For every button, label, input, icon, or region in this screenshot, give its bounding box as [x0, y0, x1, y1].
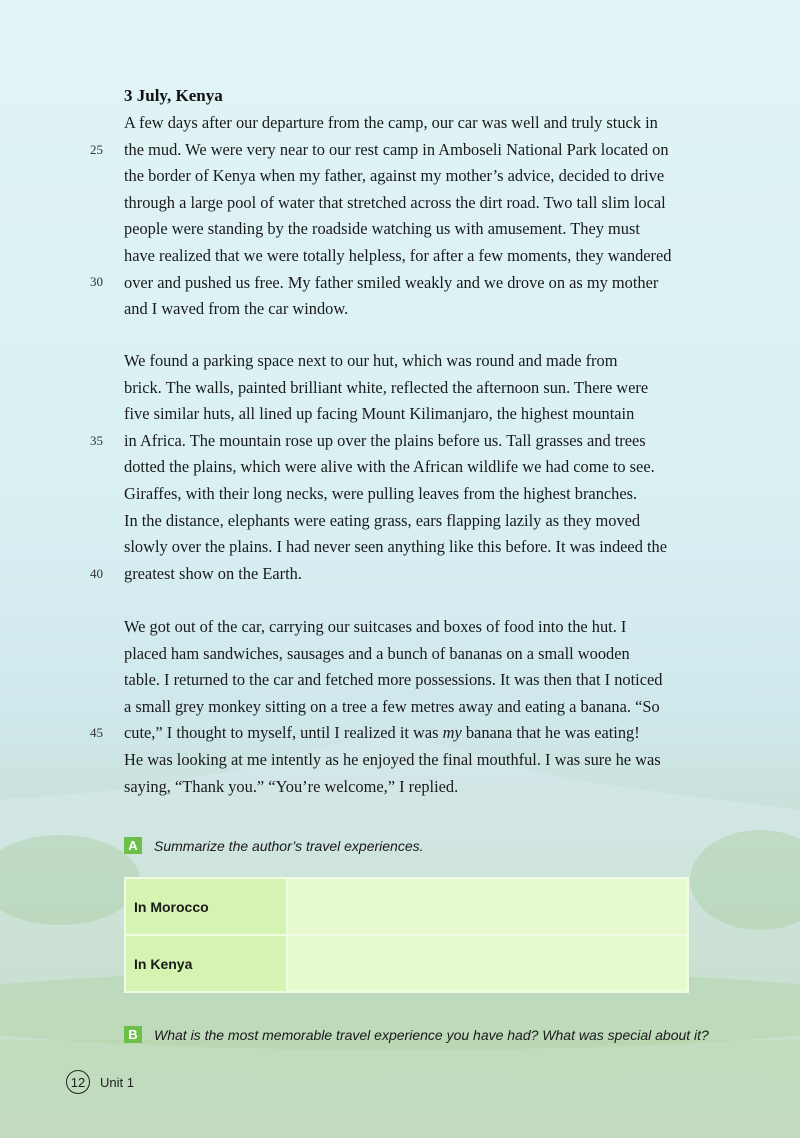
- entry-heading: 3 July, Kenya: [124, 86, 223, 105]
- row-label-morocco: In Morocco: [125, 878, 287, 935]
- text-line: have realized that we were totally helpless, for after a few moments, they wandered: [124, 245, 672, 265]
- text-line: over and pushed us free. My father smiled weakly and we drove on as my mother: [124, 272, 659, 292]
- paragraph-3: [124, 614, 699, 800]
- text-line: a small grey monkey sitting on a tree a few metres away and eating a banana. “So: [124, 696, 660, 716]
- text-segment: cute,” I thought to myself, until I realized it was: [124, 723, 443, 743]
- text-line: We found a parking space next to our hut, which was round and made from: [124, 351, 618, 370]
- text-line: through a large pool of water that stretched across the dirt road. Two tall slim local: [124, 192, 666, 212]
- answer-cell-kenya[interactable]: [287, 935, 688, 992]
- text-line: in Africa. The mountain rose up over the plains before us. Tall grasses and trees: [124, 430, 646, 450]
- activity-b-prompt: What is the most memorable travel experience you have had? What was special about it?: [154, 1026, 709, 1043]
- line-number: 30: [90, 274, 103, 289]
- text-line: dotted the plains, which were alive with the African wildlife we had come to see.: [124, 457, 655, 477]
- text-line: five similar huts, all lined up facing Mount Kilimanjaro, the highest mountain: [124, 404, 635, 424]
- page-number: 12: [66, 1070, 90, 1094]
- text-line: In the distance, elephants were eating grass, ears flapping lazily as they moved: [124, 510, 641, 530]
- text-line: the mud. We were very near to our rest camp in Amboseli National Park located on: [124, 139, 669, 159]
- text-line: Giraffes, with their long necks, were pulling leaves from the highest branches.: [124, 483, 638, 503]
- text-segment: banana that he was eating!: [461, 723, 640, 743]
- text-line: A few days after our departure from the camp, our car was well and truly stuck in: [124, 113, 658, 132]
- text-line: He was looking at me intently as he enjoyed the final mouthful. I was sure he was: [124, 749, 661, 769]
- line-number: 35: [90, 433, 103, 448]
- text-line: brick. The walls, painted brilliant white, reflected the afternoon sun. There were: [124, 377, 649, 397]
- activity-a: [124, 837, 424, 854]
- emphasis-word: my: [442, 723, 462, 743]
- text-line: We got out of the car, carrying our suitcases and boxes of food into the hut. I: [124, 617, 627, 636]
- text-line: people were standing by the roadside watching us with amusement. They must: [124, 219, 640, 239]
- text-line: saying, “Thank you.” “You’re welcome,” I replied.: [124, 776, 459, 796]
- activity-a-badge: A: [124, 837, 142, 854]
- activity-b: [124, 1026, 709, 1043]
- answer-cell-morocco[interactable]: [287, 878, 688, 935]
- line-number: 40: [90, 566, 103, 581]
- text-line: and I waved from the car window.: [124, 299, 349, 319]
- row-label-kenya: In Kenya: [125, 935, 287, 992]
- text-line: slowly over the plains. I had never seen anything like this before. It was indeed the: [124, 537, 668, 557]
- table-row: [125, 878, 688, 935]
- line-number: 25: [90, 142, 103, 157]
- paragraph-1: [124, 110, 699, 323]
- activity-b-badge: B: [124, 1026, 142, 1043]
- unit-label: Unit 1: [100, 1074, 134, 1090]
- activity-a-prompt: Summarize the author’s travel experiences.: [154, 837, 424, 854]
- summary-table: [124, 877, 689, 993]
- text-line: table. I returned to the car and fetched more possessions. It was then that I noticed: [124, 670, 663, 690]
- table-row: [125, 935, 688, 992]
- text-line: the border of Kenya when my father, against my mother’s advice, decided to drive: [124, 166, 665, 186]
- paragraph-2: [124, 348, 699, 587]
- text-line: placed ham sandwiches, sausages and a bunch of bananas on a small wooden: [124, 643, 630, 663]
- text-line-with-emphasis: [124, 720, 699, 747]
- line-number: 45: [90, 725, 103, 740]
- text-line: greatest show on the Earth.: [124, 563, 302, 583]
- page-footer: [66, 1070, 134, 1094]
